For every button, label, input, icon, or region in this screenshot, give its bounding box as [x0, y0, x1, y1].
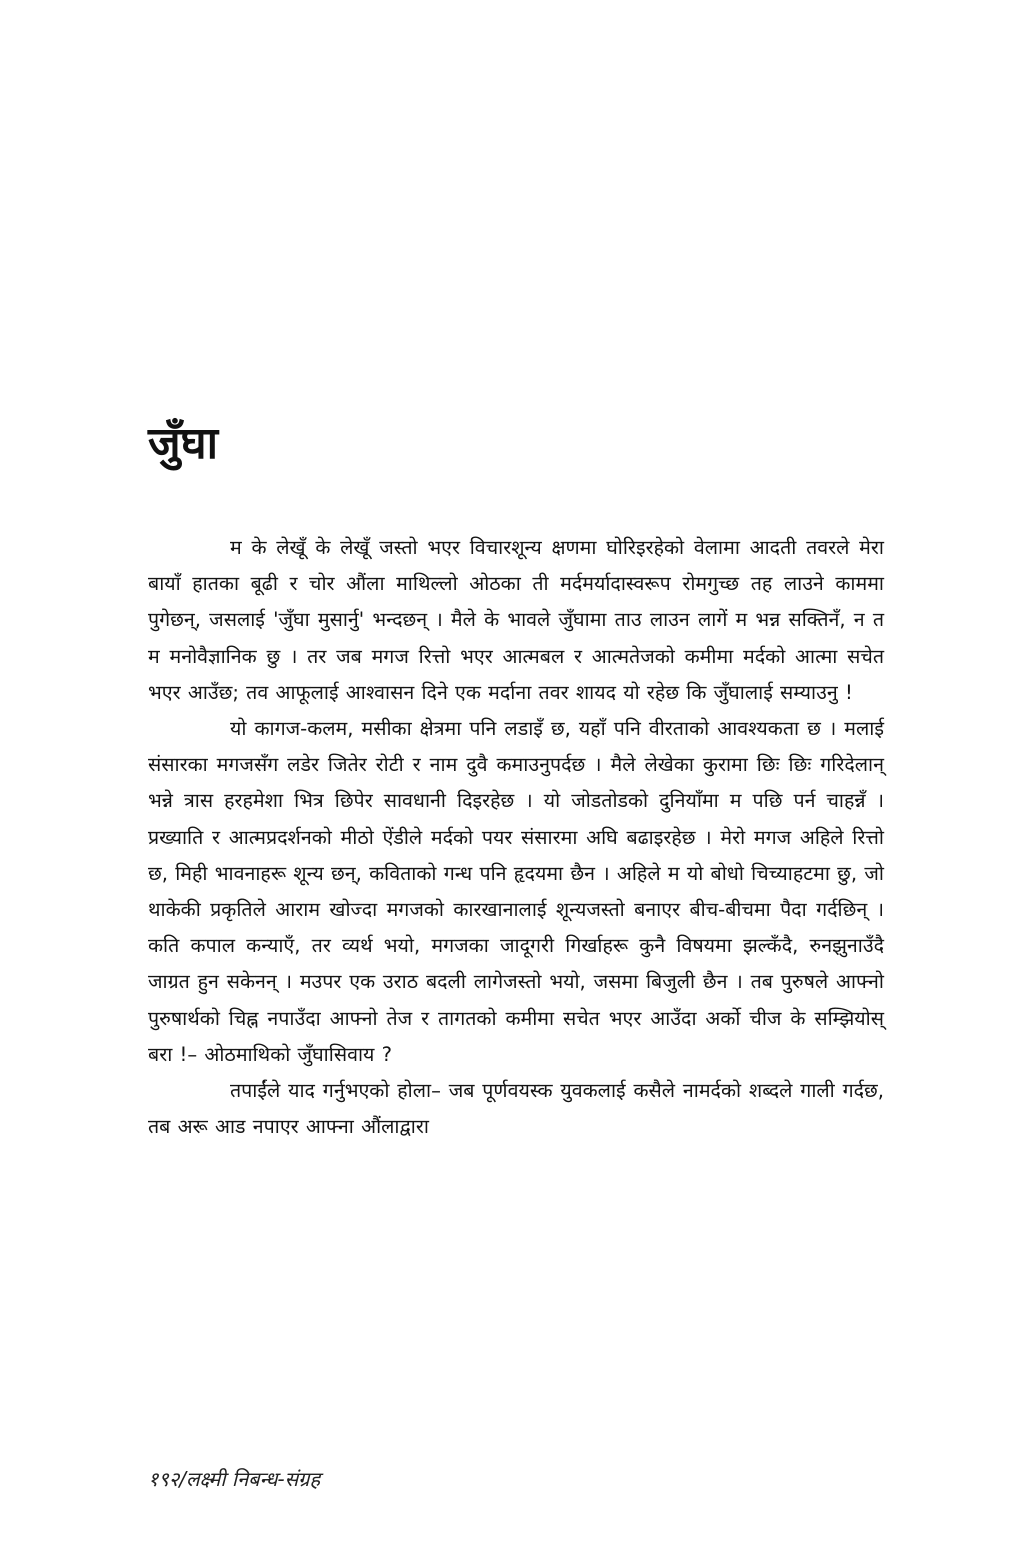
paragraph-2: यो कागज-कलम, मसीका क्षेत्रमा पनि लडाइँ छ, यहाँ पनि वीरताको आवश्यकता छ । मलाई संसारका मगजसँग लडेर जितेर रोटी र नाम दुवै कमाउनुपर्दछ । मैले लेखेका कुरामा छिः छिः गरिदेलान् भन्ने त्रास हरहमेशा भित्र छिपेर सावधानी दिइरहेछ । यो जोडतोडको दुनियाँमा म पछि पर्न चाहन्नँ । प्रख्याति र आत्मप्रदर्शनको मीठो ऐंडीले मर्दको पयर संसारमा अघि बढाइरहेछ । मेरो मगज अहिले रित्तो छ, मिही भावनाहरू शून्य छन्, कविताको गन्ध पनि हृदयमा छैन । अहिले म यो बोधो चिच्याहटमा छु, जो थाकेकी प्रकृतिले आराम खोज्दा मगजको कारखानालाई शून्यजस्तो बनाएर बीच-बीचमा पैदा गर्दछिन् । कति कपाल कन्याएँ, तर व्यर्थ भयो, मगजका जादूगरी गिर्खाहरू कुनै विषयमा झल्कँदै, रुनझुनाउँदै जाग्रत हुन सकेनन् । मउपर एक उराठ बदली लागेजस्तो भयो, जसमा बिजुली छैन । तब पुरुषले आफ्नो पुरुषार्थको चिह्न नपाउँदा आफ्नो तेज र तागतको कमीमा सचेत भएर आउँदा अर्को चीज के सम्झियोस् बरा !– ओठमाथिको जुँघासिवाय ?: [148, 717, 884, 1066]
paragraph-3: तपाईंले याद गर्नुभएको होला– जब पूर्णवयस्क युवकलाई कसैले नामर्दको शब्दले गाली गर्दछ, तब अरू आड नपाएर आफ्ना औंलाद्वारा: [148, 1079, 884, 1139]
page-footer: १९२/लक्ष्मी निबन्ध-संग्रह: [148, 1467, 321, 1491]
chapter-title: जुँघा: [148, 418, 219, 469]
essay-body: [148, 530, 884, 1145]
paragraph-1: म के लेखूँ के लेखूँ जस्तो भएर विचारशून्य क्षणमा घोरिइरहेको वेलामा आदती तवरले मेरा बायाँ हातका बूढी र चोर औंला माथिल्लो ओठका ती मर्दमर्यादास्वरूप रोमगुच्छ तह लाउने काममा पुगेछन्, जसलाई 'जुँघा मुसार्नु' भन्दछन् । मैले के भावले जुँघामा ताउ लाउन लागें म भन्न सक्तिनँ, न त म मनोवैज्ञानिक छु । तर जब मगज रित्तो भएर आत्मबल र आत्मतेजको कमीमा मर्दको आत्मा सचेत भएर आउँछ; तव आफूलाई आश्वासन दिने एक मर्दाना तवर शायद यो रहेछ कि जुँघालाई सम्याउनु !: [148, 536, 884, 704]
